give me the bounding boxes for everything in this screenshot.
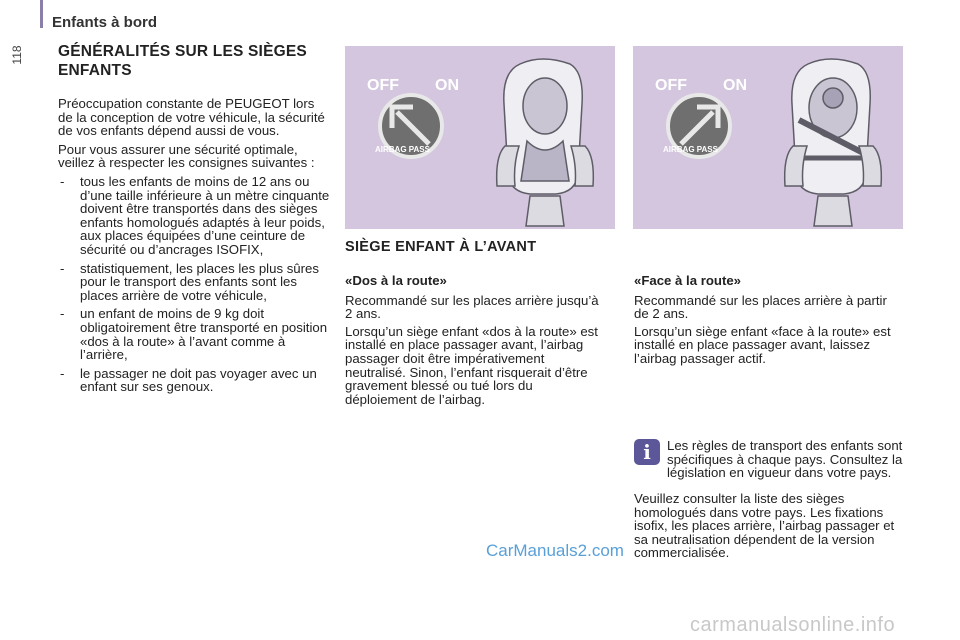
rule-text: tous les enfants de moins de 12 ans ou d’une taille inférieure à un mètre cinquante doivent être transportés dans des sièges enfants homologués adaptés à leur poids, aux places équipées d’une ceinture de sécurité ou d’ancrages ISOFIX,	[80, 173, 330, 257]
info-icon: i	[634, 439, 660, 465]
off-label: OFF	[367, 77, 399, 94]
dash-bullet: -	[60, 173, 65, 189]
car-seat-icon	[497, 59, 594, 226]
intro-paragraph-1: Préoccupation constante de PEUGEOT lors de la conception de votre véhicule, la sécurité de vos enfants dépend aussi de vous.	[58, 96, 325, 139]
list-item	[58, 175, 330, 257]
off-label: OFF	[655, 77, 687, 94]
airbag-switch-panel	[655, 77, 747, 157]
rule-text: le passager ne doit pas voyager avec un enfant sur ses genoux.	[80, 365, 317, 395]
rear-facing-paragraph-1: Recommandé sur les places arrière jusqu’à 2 ans.	[345, 292, 599, 322]
watermark-carmanuals2: CarManuals2.com	[486, 541, 624, 560]
on-label: ON	[723, 77, 747, 94]
rule-text: un enfant de moins de 9 kg doit obligatoirement être transporté en position «dos à la route» à l’avant comme à l’arrière,	[80, 306, 328, 363]
front-seat-title: SIÈGE ENFANT À L’AVANT	[345, 239, 537, 255]
forward-facing-paragraph-2: Lorsqu’un siège enfant «face à la route» est installé en place passager avant, laissez l’airbag passager actif.	[634, 323, 891, 366]
airbag-switch-panel	[367, 77, 459, 157]
intro-paragraph-2: Pour vous assurer une sécurité optimale, veillez à respecter les consignes suivantes :	[58, 141, 315, 171]
dash-bullet: -	[60, 260, 65, 276]
list-item	[58, 262, 330, 303]
rear-facing-paragraph-2: Lorsqu’un siège enfant «dos à la route» est installé en place passager avant, l’airbag passager doit être impérativement neutralisé. Sinon, l’enfant risquerait d’être gravement blessé ou tué lors du déploiement de l’airbag.	[345, 323, 598, 407]
illustration-rear-facing	[345, 46, 615, 229]
illustration-forward-facing	[633, 46, 903, 229]
forward-facing-paragraph-1: Recommandé sur les places arrière à partir de 2 ans.	[634, 292, 887, 322]
airbag-pass-label: AIRBAG PASS	[663, 145, 718, 154]
dash-bullet: -	[60, 365, 65, 381]
forward-facing-subtitle: «Face à la route»	[634, 273, 742, 288]
info-more-paragraph: Veuillez consulter la liste des sièges homologués dans votre pays. Les fixations isofix, les places arrière, l’airbag passager et sa neutralisation dépendent de la version commercialisée.	[634, 491, 895, 561]
rules-list	[58, 175, 330, 394]
airbag-pass-label: AIRBAG PASS	[375, 145, 430, 154]
rear-facing-subtitle: «Dos à la route»	[345, 273, 447, 288]
general-title: GÉNÉRALITÉS SUR LES SIÈGES ENFANTS	[58, 43, 307, 79]
section-header: Enfants à bord	[52, 14, 158, 31]
general-column	[58, 97, 330, 399]
rear-facing-column	[345, 274, 607, 410]
info-note: Les règles de transport des enfants sont spécifiques à chaque pays. Consultez la législation en vigueur dans votre pays.	[667, 438, 903, 481]
section-bar	[40, 0, 43, 28]
on-label: ON	[435, 77, 459, 94]
rear-facing-seat-illustration	[345, 46, 615, 229]
dash-bullet: -	[60, 306, 65, 322]
page-number: 118	[10, 45, 24, 65]
forward-facing-seat-illustration	[633, 46, 903, 229]
list-item	[58, 307, 330, 361]
rule-text: statistiquement, les places les plus sûres pour le transport des enfants sont les places arrière de votre véhicule,	[80, 260, 319, 303]
car-seat-icon	[785, 59, 882, 226]
watermark-carmanualsonline: carmanualsonline.info	[690, 614, 896, 636]
forward-facing-column	[634, 274, 904, 370]
list-item	[58, 367, 330, 394]
